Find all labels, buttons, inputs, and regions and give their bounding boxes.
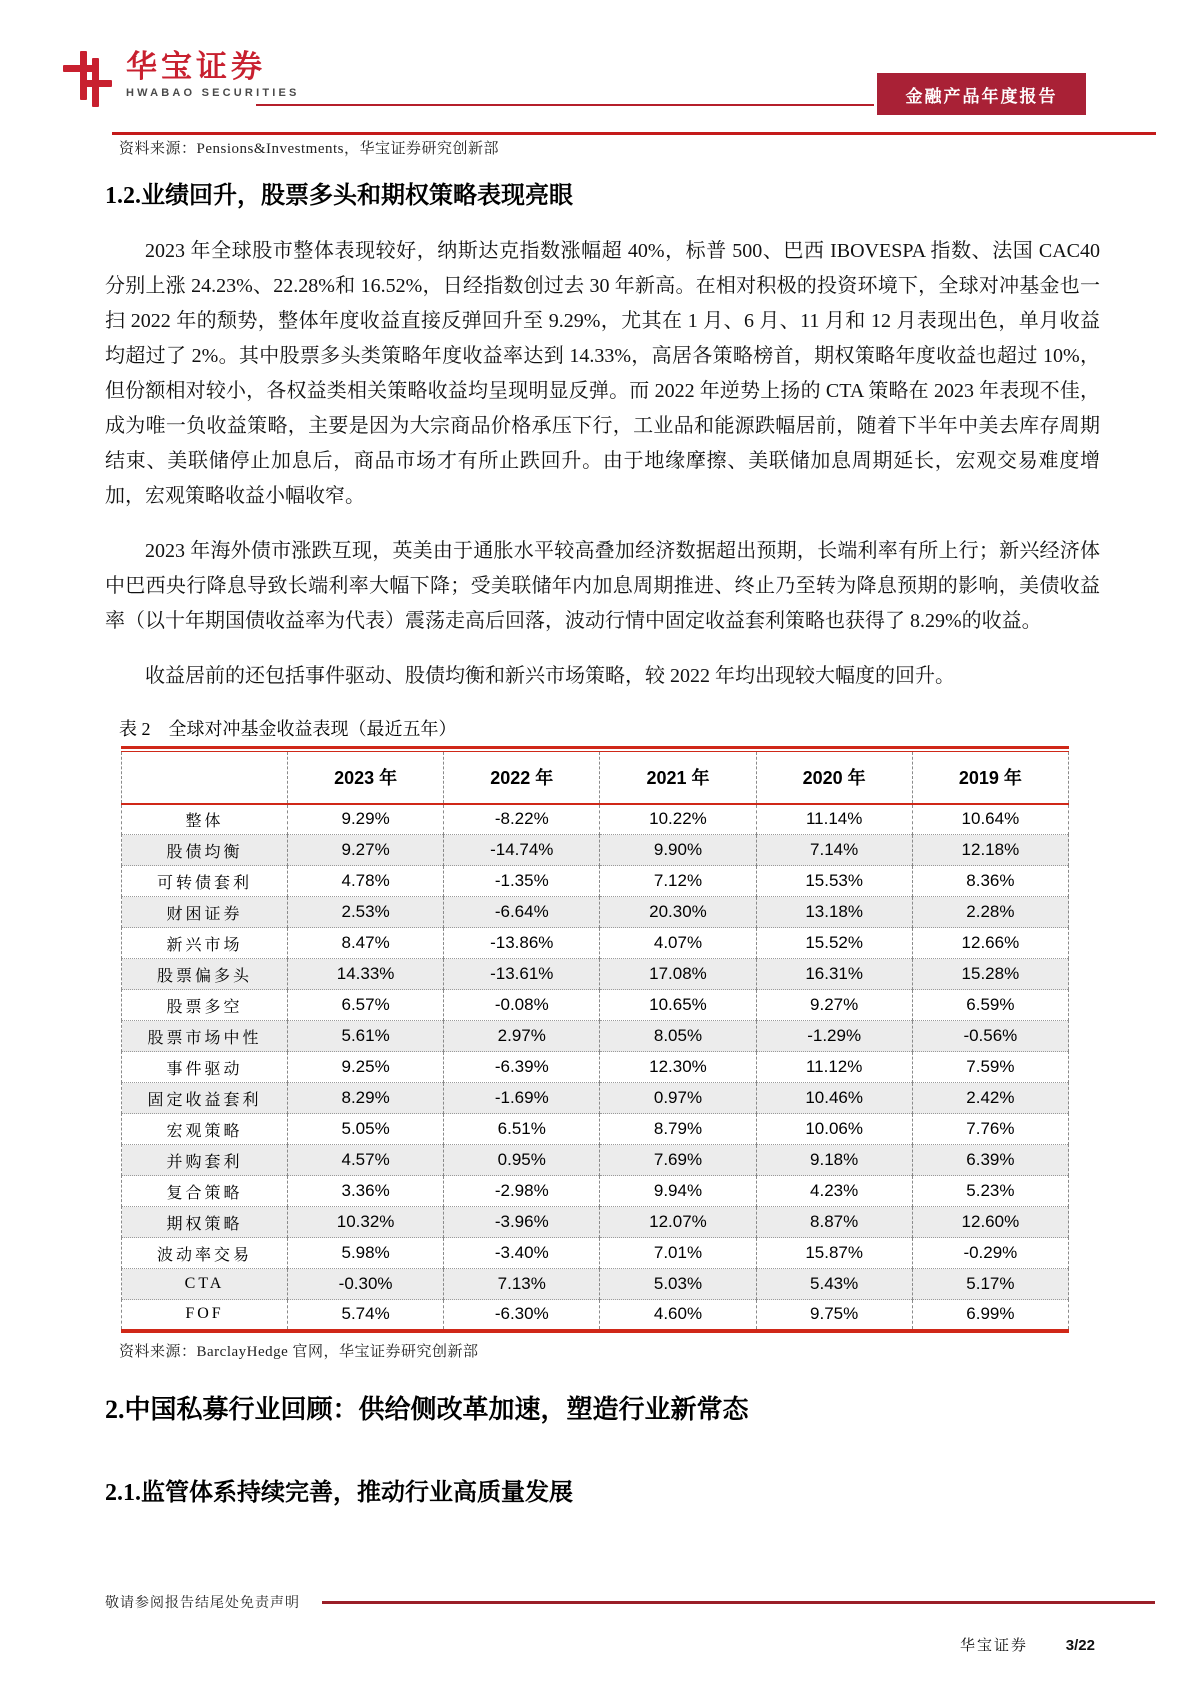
return-value: 5.23%	[912, 1176, 1068, 1207]
return-value: -8.22%	[444, 804, 600, 835]
table-row	[122, 1083, 1069, 1114]
return-value: 7.13%	[444, 1269, 600, 1300]
return-value: 8.47%	[288, 928, 444, 959]
page-footer	[105, 1592, 1155, 1655]
table-caption: 表 2 全球对冲基金收益表现（最近五年）	[119, 719, 457, 739]
table-row	[122, 1052, 1069, 1083]
strategy-label: 整体	[185, 812, 224, 830]
return-value: 2.28%	[912, 897, 1068, 928]
table-wrapper	[121, 746, 1069, 1333]
return-value: 15.52%	[756, 928, 912, 959]
table-row	[122, 1145, 1069, 1176]
return-value: 5.05%	[288, 1114, 444, 1145]
table-row	[122, 1207, 1069, 1238]
report-type-badge: 金融产品年度报告	[877, 73, 1086, 115]
return-value: -13.61%	[444, 959, 600, 990]
year-column-header: 2021 年	[600, 752, 756, 804]
return-value: 15.53%	[756, 866, 912, 897]
return-value: 7.14%	[756, 835, 912, 866]
return-value: 5.61%	[288, 1021, 444, 1052]
table-row	[122, 897, 1069, 928]
section-2-1-heading: 2.1.监管体系持续完善，推动行业高质量发展	[105, 1479, 573, 1506]
table-row	[122, 1021, 1069, 1052]
return-value: 15.87%	[756, 1238, 912, 1269]
strategy-label: 股票市场中性	[122, 1021, 288, 1052]
return-value: -1.35%	[444, 866, 600, 897]
return-value: 6.99%	[912, 1300, 1068, 1331]
return-value: 8.05%	[600, 1021, 756, 1052]
logo-en-text: HWABAO SECURITIES	[126, 87, 300, 99]
footer-brand: 华宝证券	[960, 1638, 1029, 1654]
return-value: 7.69%	[600, 1145, 756, 1176]
return-value: 10.06%	[756, 1114, 912, 1145]
strategy-label: 波动率交易	[122, 1238, 288, 1269]
return-value: 0.97%	[600, 1083, 756, 1114]
footer-bottom-row	[105, 1634, 1155, 1655]
table-row	[122, 1269, 1069, 1300]
return-value: 10.22%	[600, 804, 756, 835]
return-value: 14.33%	[288, 959, 444, 990]
return-value: 8.87%	[756, 1207, 912, 1238]
return-value: 3.36%	[288, 1176, 444, 1207]
year-column-header: 2020 年	[756, 752, 912, 804]
table-row	[122, 990, 1069, 1021]
strategy-label: 固定收益套利	[122, 1083, 288, 1114]
table-row	[122, 835, 1069, 866]
strategy-label: 事件驱动	[122, 1052, 288, 1083]
return-value: -0.29%	[912, 1238, 1068, 1269]
strategy-label: 并购套利	[122, 1145, 288, 1176]
return-value: 9.18%	[756, 1145, 912, 1176]
return-value: 0.95%	[444, 1145, 600, 1176]
section-1-2-heading: 1.2.业绩回升，股票多头和期权策略表现亮眼	[105, 183, 573, 209]
hedge-fund-table	[121, 751, 1069, 1333]
return-value: -3.96%	[444, 1207, 600, 1238]
paragraph-3: 收益居前的还包括事件驱动、股债均衡和新兴市场策略，较 2022 年均出现较大幅度的回升。	[145, 665, 955, 687]
year-column-header: 2019 年	[912, 752, 1068, 804]
return-value: 13.18%	[756, 897, 912, 928]
source-note-top: 资料来源：Pensions&Investments，华宝证券研究创新部	[119, 141, 499, 157]
header-thin-rule	[256, 104, 874, 106]
table-row	[122, 1300, 1069, 1331]
return-value: 5.98%	[288, 1238, 444, 1269]
return-value: 20.30%	[600, 897, 756, 928]
return-value: 6.39%	[912, 1145, 1068, 1176]
table-header-row	[122, 752, 1069, 804]
return-value: 11.12%	[756, 1052, 912, 1083]
return-value: 5.03%	[600, 1269, 756, 1300]
strategy-label: 可转债套利	[122, 866, 288, 897]
return-value: 8.79%	[600, 1114, 756, 1145]
strategy-label: 复合策略	[122, 1176, 288, 1207]
return-value: 7.01%	[600, 1238, 756, 1269]
return-value: 7.76%	[912, 1114, 1068, 1145]
return-value: 15.28%	[912, 959, 1068, 990]
return-value: 4.78%	[288, 866, 444, 897]
return-value: -14.74%	[444, 835, 600, 866]
return-value: -0.08%	[444, 990, 600, 1021]
return-value: 9.94%	[600, 1176, 756, 1207]
year-column-header: 2022 年	[444, 752, 600, 804]
return-value: -1.29%	[756, 1021, 912, 1052]
return-value: 9.75%	[756, 1300, 912, 1331]
return-value: 8.36%	[912, 866, 1068, 897]
return-value: 10.65%	[600, 990, 756, 1021]
table-row	[122, 866, 1069, 897]
return-value: 4.07%	[600, 928, 756, 959]
table-row	[122, 804, 1069, 835]
return-value: 17.08%	[600, 959, 756, 990]
logo-cn-text: 华宝证券	[126, 49, 266, 84]
return-value: 4.57%	[288, 1145, 444, 1176]
footer-rule	[322, 1601, 1155, 1604]
return-value: 2.97%	[444, 1021, 600, 1052]
strategy-label: CTA	[122, 1269, 288, 1300]
return-value: 9.27%	[756, 990, 912, 1021]
return-value: 12.18%	[912, 835, 1068, 866]
return-value: 10.46%	[756, 1083, 912, 1114]
table-row	[122, 1176, 1069, 1207]
return-value: 6.51%	[444, 1114, 600, 1145]
strategy-label: 新兴市场	[122, 928, 288, 959]
return-value: 4.23%	[756, 1176, 912, 1207]
return-value: -2.98%	[444, 1176, 600, 1207]
header-rule	[112, 132, 1156, 135]
return-value: 5.74%	[288, 1300, 444, 1331]
return-value: 2.42%	[912, 1083, 1068, 1114]
return-value: 10.32%	[288, 1207, 444, 1238]
return-value: 8.29%	[288, 1083, 444, 1114]
return-value: 9.29%	[288, 804, 444, 835]
return-value: -6.39%	[444, 1052, 600, 1083]
strategy-label: 股票偏多头	[122, 959, 288, 990]
return-value: 10.64%	[912, 804, 1068, 835]
section-2-heading: 2.中国私募行业回顾：供给侧改革加速，塑造行业新常态	[105, 1394, 749, 1424]
footer-top-row	[105, 1592, 1155, 1612]
strategy-label: 期权策略	[122, 1207, 288, 1238]
return-value: 5.43%	[756, 1269, 912, 1300]
return-value: -1.69%	[444, 1083, 600, 1114]
strategy-label: FOF	[122, 1300, 288, 1331]
hwabao-logo	[60, 50, 300, 108]
paragraph-2: 2023 年海外债市涨跌互现，英美由于通胀水平较高叠加经济数据超出预期，长端利率有所上行；新兴经济体中巴西央行降息导致长端利率大幅下降；受美联储年内加息周期推进、终止乃至转为降息预期的影响，美债收益率（以十年期国债收益率为代表）震荡走高后回落，波动行情中固定收益套利策略也获得了 8.29%的收益。	[105, 540, 1100, 632]
return-value: 4.60%	[600, 1300, 756, 1331]
return-value: 12.30%	[600, 1052, 756, 1083]
return-value: 5.17%	[912, 1269, 1068, 1300]
table-row	[122, 959, 1069, 990]
hwabao-logo-icon	[60, 50, 114, 108]
table-row	[122, 1114, 1069, 1145]
strategy-label: 股票多空	[122, 990, 288, 1021]
return-value: 16.31%	[756, 959, 912, 990]
return-value: 7.12%	[600, 866, 756, 897]
return-value: 7.59%	[912, 1052, 1068, 1083]
logo-text-block	[126, 50, 300, 99]
return-value: -3.40%	[444, 1238, 600, 1269]
footer-page-number: 3/22	[1065, 1637, 1095, 1654]
return-value: -0.30%	[288, 1269, 444, 1300]
return-value: 6.57%	[288, 990, 444, 1021]
year-column-header: 2023 年	[288, 752, 444, 804]
table-source-note: 资料来源：BarclayHedge 官网，华宝证券研究创新部	[119, 1343, 479, 1360]
corner-cell	[122, 752, 288, 804]
return-value: -6.30%	[444, 1300, 600, 1331]
page-header	[0, 0, 1200, 138]
table-row	[122, 928, 1069, 959]
return-value: 12.66%	[912, 928, 1068, 959]
paragraph-1: 2023 年全球股市整体表现较好，纳斯达克指数涨幅超 40%，标普 500、巴西 IBOVESPA 指数、法国 CAC40 分别上涨 24.23%、22.28%和 16.52%，日经指数创过去 30 年新高。在相对积极的投资环境下，全球对冲基金也一扫 2022 年的颓势，整体年度收益直接反弹回升至 9.29%，尤其在 1 月、6 月、11 月和 12 月表现出色，单月收益均超过了 2%。其中股票多头类策略年度收益率达到 14.33%，高居各策略榜首，期权策略年度收益也超过 10%，但份额相对较小，各权益类相关策略收益均呈现明显反弹。而 2022 年逆势上扬的 CTA 策略在 2023 年表现不佳，成为唯一负收益策略，主要是因为大宗商品价格承压下行，工业品和能源跌幅居前，随着下半年中美去库存周期结束、美联储停止加息后，商品市场才有所止跌回升。由于地缘摩擦、美联储加息周期延长，宏观交易难度增加，宏观策略收益小幅收窄。	[105, 240, 1100, 507]
return-value: -6.64%	[444, 897, 600, 928]
return-value: 12.07%	[600, 1207, 756, 1238]
footer-disclaimer: 敬请参阅报告结尾处免责声明	[105, 1596, 300, 1611]
strategy-label: 宏观策略	[122, 1114, 288, 1145]
return-value: -13.86%	[444, 928, 600, 959]
return-value: 9.25%	[288, 1052, 444, 1083]
strategy-label: 股债均衡	[122, 835, 288, 866]
return-value: 9.90%	[600, 835, 756, 866]
return-value: 6.59%	[912, 990, 1068, 1021]
return-value: 12.60%	[912, 1207, 1068, 1238]
table-row	[122, 1238, 1069, 1269]
return-value: 2.53%	[288, 897, 444, 928]
strategy-label: 财困证券	[122, 897, 288, 928]
return-value: -0.56%	[912, 1021, 1068, 1052]
main-content	[105, 138, 1100, 1509]
return-value: 11.14%	[756, 804, 912, 835]
return-value: 9.27%	[288, 835, 444, 866]
